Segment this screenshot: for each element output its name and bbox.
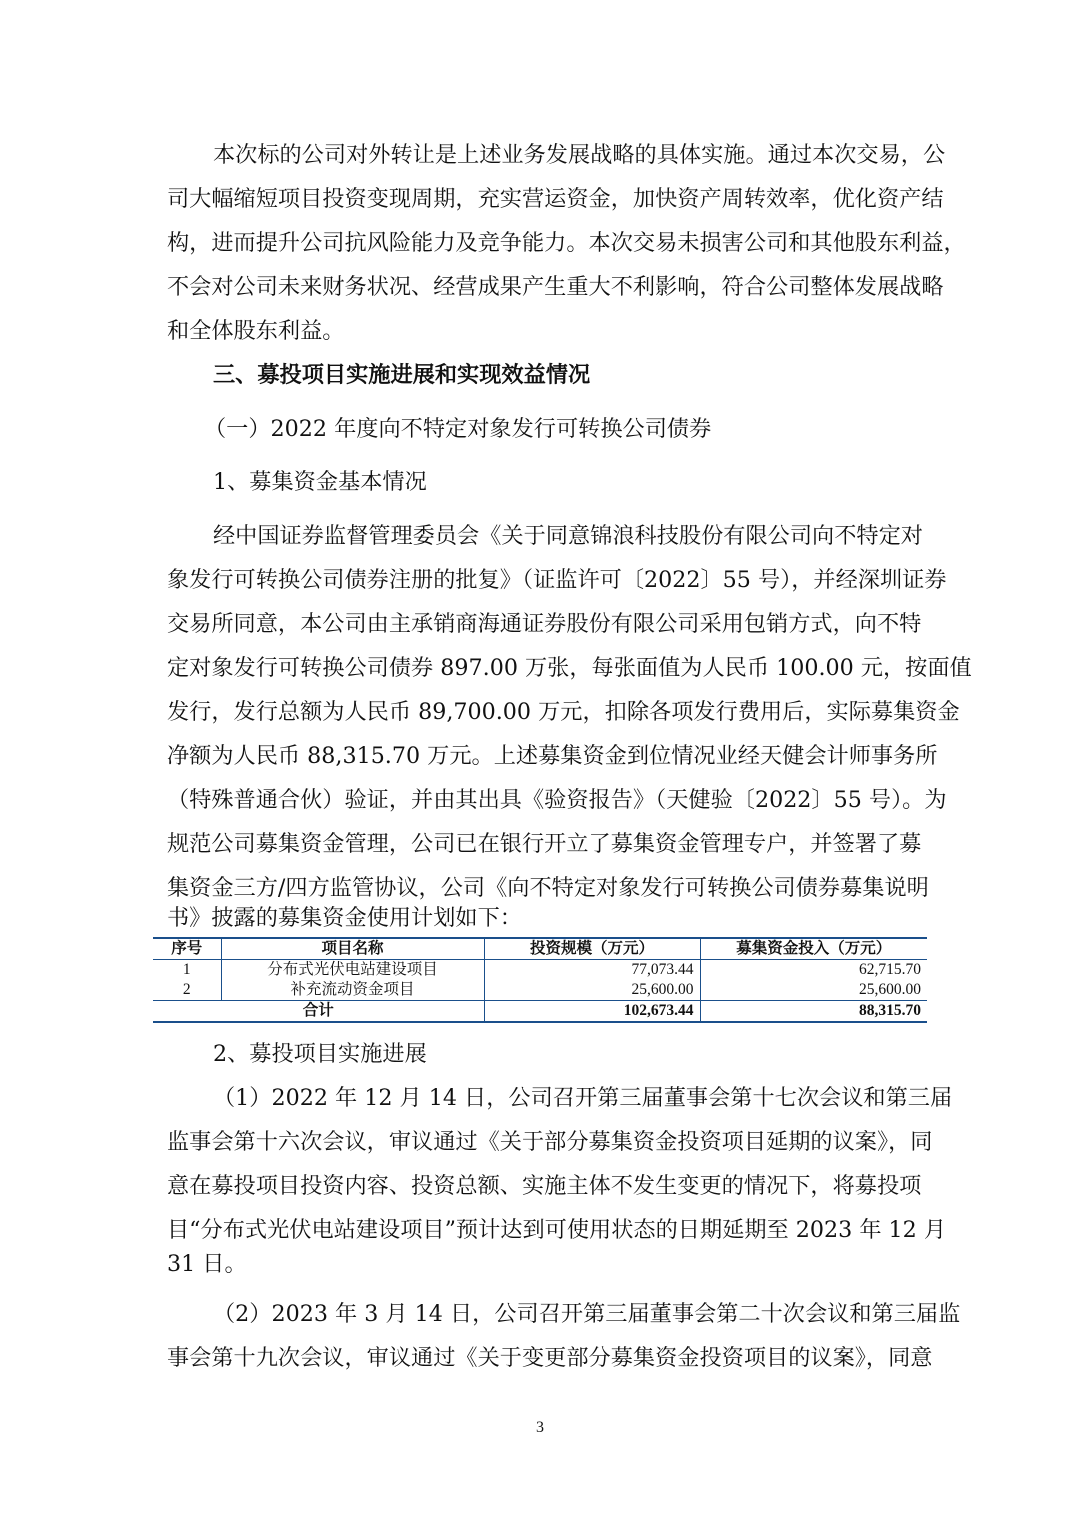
cell-investment: 25,600.00 — [484, 980, 700, 1001]
cell-raised-funds: 62,715.70 — [700, 960, 927, 981]
header-raised-funds: 募集资金投入（万元） — [700, 938, 927, 960]
paragraph-line: 净额为人民币 88,315.70 万元。上述募集资金到位情况业经天健会计师事务所 — [167, 743, 938, 769]
paragraph-line: 意在募投项目投资内容、投资总额、实施主体不发生变更的情况下，将募投项 — [167, 1173, 922, 1199]
total-raised-funds: 88,315.70 — [700, 1001, 927, 1023]
table-row — [153, 960, 927, 981]
paragraph-line: 和全体股东利益。 — [167, 318, 345, 344]
header-project-name: 项目名称 — [221, 938, 484, 960]
cell-project-name: 补充流动资金项目 — [221, 980, 484, 1001]
header-investment: 投资规模（万元） — [484, 938, 700, 960]
subsection-heading: （一）2022 年度向不特定对象发行可转换公司债券 — [204, 416, 712, 442]
paragraph-line: 不会对公司未来财务状况、经营成果产生重大不利影响，符合公司整体发展战略 — [167, 274, 944, 300]
paragraph-line: （1）2022 年 12 月 14 日，公司召开第三届董事会第十七次会议和第三届 — [213, 1085, 953, 1111]
cell-no: 2 — [182, 981, 191, 998]
item-heading: 1、募集资金基本情况 — [213, 469, 427, 495]
paragraph-line: 本次标的公司对外转让是上述业务发展战略的具体实施。通过本次交易，公 — [213, 142, 946, 168]
paragraph-line: 目“分布式光伏电站建设项目”预计达到可使用状态的日期延期至 2023 年 12 月 — [167, 1217, 947, 1243]
paragraph-line: 交易所同意，本公司由主承销商海通证券股份有限公司采用包销方式，向不特 — [167, 611, 922, 637]
paragraph-line: 定对象发行可转换公司债券 897.00 万张，每张面值为人民币 100.00 元，按面值 — [167, 655, 972, 681]
paragraph-line: 发行，发行总额为人民币 89,700.00 万元，扣除各项发行费用后，实际募集资金 — [167, 699, 960, 725]
paragraph-line: 监事会第十六次会议，审议通过《关于部分募集资金投资项目延期的议案》，同 — [167, 1129, 933, 1155]
paragraph-line: （2）2023 年 3 月 14 日，公司召开第三届董事会第二十次会议和第三届监 — [213, 1301, 961, 1327]
total-investment: 102,673.44 — [484, 1001, 700, 1023]
cell-project-name: 分布式光伏电站建设项目 — [221, 960, 484, 981]
paragraph-line: 规范公司募集资金管理，公司已在银行开立了募集资金管理专户，并签署了募 — [167, 831, 922, 857]
paragraph-line: 司大幅缩短项目投资变现周期，充实营运资金，加快资产周转效率，优化资产结 — [167, 186, 944, 212]
paragraph-line: 构，进而提升公司抗风险能力及竞争能力。本次交易未损害公司和其他股东利益， — [167, 230, 966, 256]
paragraph-line: （特殊普通合伙）验证，并由其出具《验资报告》（天健验〔2022〕55 号）。为 — [167, 787, 947, 813]
paragraph-line: 31 日。 — [167, 1251, 247, 1277]
paragraph-line: 集资金三方/四方监管协议，公司《向不特定对象发行可转换公司债券募集说明 — [167, 875, 929, 901]
paragraph-line: 经中国证券监督管理委员会《关于同意锦浪科技股份有限公司向不特定对 — [213, 523, 923, 549]
section-heading: 三、募投项目实施进展和实现效益情况 — [213, 362, 591, 388]
page-number: 3 — [536, 1419, 544, 1436]
paragraph-line: 事会第十九次会议，审议通过《关于变更部分募集资金投资项目的议案》，同意 — [167, 1345, 933, 1371]
table-row — [153, 980, 927, 1001]
cell-no: 1 — [182, 961, 191, 978]
item-heading: 2、募投项目实施进展 — [213, 1041, 427, 1067]
fund-usage-table — [153, 937, 927, 1023]
cell-investment: 77,073.44 — [484, 960, 700, 981]
table-header-row — [153, 938, 927, 960]
cell-raised-funds: 25,600.00 — [700, 980, 927, 1001]
table-total-row — [153, 1001, 927, 1023]
header-no: 序号 — [171, 940, 203, 957]
paragraph-line: 书》披露的募集资金使用计划如下： — [167, 905, 522, 931]
paragraph-line: 象发行可转换公司债券注册的批复》（证监许可〔2022〕55 号），并经深圳证券 — [167, 567, 947, 593]
total-label: 合计 — [302, 1002, 334, 1019]
